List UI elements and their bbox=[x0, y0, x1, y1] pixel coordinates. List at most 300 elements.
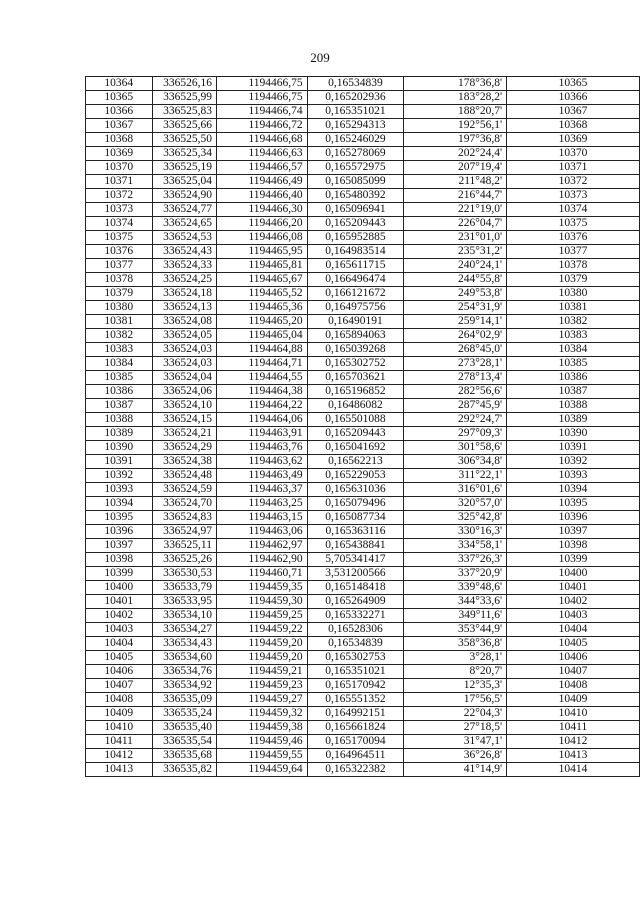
y-coordinate-cell: 1194466,72 bbox=[216, 119, 307, 133]
next-point-cell: 10398 bbox=[507, 539, 640, 553]
distance-cell: 0,166496474 bbox=[307, 273, 404, 287]
distance-cell: 0,165703621 bbox=[307, 371, 404, 385]
next-point-cell: 10375 bbox=[507, 217, 640, 231]
point-number-cell: 10378 bbox=[86, 273, 153, 287]
next-point-cell: 10408 bbox=[507, 679, 640, 693]
y-coordinate-cell: 1194463,37 bbox=[216, 483, 307, 497]
direction-angle-cell: 268°45,0' bbox=[404, 343, 507, 357]
y-coordinate-cell: 1194465,04 bbox=[216, 329, 307, 343]
y-coordinate-cell: 1194463,15 bbox=[216, 511, 307, 525]
distance-cell: 0,165294313 bbox=[307, 119, 404, 133]
direction-angle-cell: 207°19,4' bbox=[404, 161, 507, 175]
point-number-cell: 10374 bbox=[86, 217, 153, 231]
table-row bbox=[86, 91, 640, 105]
distance-cell: 0,165661824 bbox=[307, 721, 404, 735]
table-row bbox=[86, 287, 640, 301]
point-number-cell: 10386 bbox=[86, 385, 153, 399]
point-number-cell: 10392 bbox=[86, 469, 153, 483]
point-number-cell: 10371 bbox=[86, 175, 153, 189]
table-row bbox=[86, 609, 640, 623]
y-coordinate-cell: 1194466,68 bbox=[216, 133, 307, 147]
next-point-cell: 10392 bbox=[507, 455, 640, 469]
table-row bbox=[86, 147, 640, 161]
table-row bbox=[86, 413, 640, 427]
direction-angle-cell: 22°04,3' bbox=[404, 707, 507, 721]
direction-angle-cell: 264°02,9' bbox=[404, 329, 507, 343]
direction-angle-cell: 325°42,8' bbox=[404, 511, 507, 525]
point-number-cell: 10410 bbox=[86, 721, 153, 735]
x-coordinate-cell: 336535,09 bbox=[152, 693, 216, 707]
point-number-cell: 10408 bbox=[86, 693, 153, 707]
point-number-cell: 10413 bbox=[86, 763, 153, 777]
distance-cell: 0,165631036 bbox=[307, 483, 404, 497]
direction-angle-cell: 211°48,2' bbox=[404, 175, 507, 189]
x-coordinate-cell: 336524,03 bbox=[152, 357, 216, 371]
point-number-cell: 10388 bbox=[86, 413, 153, 427]
distance-cell: 0,16534839 bbox=[307, 637, 404, 651]
x-coordinate-cell: 336535,54 bbox=[152, 735, 216, 749]
y-coordinate-cell: 1194459,64 bbox=[216, 763, 307, 777]
distance-cell: 0,16534839 bbox=[307, 77, 404, 91]
table-row bbox=[86, 385, 640, 399]
x-coordinate-cell: 336524,21 bbox=[152, 427, 216, 441]
direction-angle-cell: 188°20,7' bbox=[404, 105, 507, 119]
next-point-cell: 10379 bbox=[507, 273, 640, 287]
point-number-cell: 10398 bbox=[86, 553, 153, 567]
table-row bbox=[86, 623, 640, 637]
y-coordinate-cell: 1194464,06 bbox=[216, 413, 307, 427]
y-coordinate-cell: 1194466,74 bbox=[216, 105, 307, 119]
next-point-cell: 10409 bbox=[507, 693, 640, 707]
x-coordinate-cell: 336525,66 bbox=[152, 119, 216, 133]
x-coordinate-cell: 336524,25 bbox=[152, 273, 216, 287]
direction-angle-cell: 287°45,9' bbox=[404, 399, 507, 413]
point-number-cell: 10389 bbox=[86, 427, 153, 441]
y-coordinate-cell: 1194466,30 bbox=[216, 203, 307, 217]
distance-cell: 5,705341417 bbox=[307, 553, 404, 567]
table-row bbox=[86, 357, 640, 371]
x-coordinate-cell: 336535,24 bbox=[152, 707, 216, 721]
y-coordinate-cell: 1194459,23 bbox=[216, 679, 307, 693]
table-row bbox=[86, 483, 640, 497]
point-number-cell: 10412 bbox=[86, 749, 153, 763]
x-coordinate-cell: 336524,03 bbox=[152, 343, 216, 357]
table-row bbox=[86, 231, 640, 245]
y-coordinate-cell: 1194465,20 bbox=[216, 315, 307, 329]
table-row bbox=[86, 595, 640, 609]
distance-cell: 0,16562213 bbox=[307, 455, 404, 469]
distance-cell: 0,165264909 bbox=[307, 595, 404, 609]
direction-angle-cell: 254°31,9' bbox=[404, 301, 507, 315]
table-row bbox=[86, 721, 640, 735]
table-row bbox=[86, 175, 640, 189]
x-coordinate-cell: 336534,10 bbox=[152, 609, 216, 623]
next-point-cell: 10407 bbox=[507, 665, 640, 679]
direction-angle-cell: 3°28,1' bbox=[404, 651, 507, 665]
table-row bbox=[86, 427, 640, 441]
distance-cell: 0,164964511 bbox=[307, 749, 404, 763]
distance-cell: 0,16486082 bbox=[307, 399, 404, 413]
y-coordinate-cell: 1194465,67 bbox=[216, 273, 307, 287]
y-coordinate-cell: 1194463,91 bbox=[216, 427, 307, 441]
y-coordinate-cell: 1194463,62 bbox=[216, 455, 307, 469]
x-coordinate-cell: 336533,95 bbox=[152, 595, 216, 609]
direction-angle-cell: 27°18,5' bbox=[404, 721, 507, 735]
table-row bbox=[86, 749, 640, 763]
x-coordinate-cell: 336525,04 bbox=[152, 175, 216, 189]
y-coordinate-cell: 1194466,57 bbox=[216, 161, 307, 175]
next-point-cell: 10401 bbox=[507, 581, 640, 595]
distance-cell: 0,165087734 bbox=[307, 511, 404, 525]
x-coordinate-cell: 336535,68 bbox=[152, 749, 216, 763]
distance-cell: 0,164983514 bbox=[307, 245, 404, 259]
point-number-cell: 10411 bbox=[86, 735, 153, 749]
x-coordinate-cell: 336524,18 bbox=[152, 287, 216, 301]
table-row bbox=[86, 651, 640, 665]
point-number-cell: 10397 bbox=[86, 539, 153, 553]
table-row bbox=[86, 441, 640, 455]
x-coordinate-cell: 336534,76 bbox=[152, 665, 216, 679]
x-coordinate-cell: 336524,59 bbox=[152, 483, 216, 497]
x-coordinate-cell: 336535,82 bbox=[152, 763, 216, 777]
distance-cell: 0,165351021 bbox=[307, 105, 404, 119]
table-row bbox=[86, 77, 640, 91]
point-number-cell: 10401 bbox=[86, 595, 153, 609]
table-row bbox=[86, 399, 640, 413]
direction-angle-cell: 358°36,8' bbox=[404, 637, 507, 651]
point-number-cell: 10383 bbox=[86, 343, 153, 357]
y-coordinate-cell: 1194465,52 bbox=[216, 287, 307, 301]
x-coordinate-cell: 336524,29 bbox=[152, 441, 216, 455]
next-point-cell: 10390 bbox=[507, 427, 640, 441]
direction-angle-cell: 221°19,0' bbox=[404, 203, 507, 217]
x-coordinate-cell: 336526,16 bbox=[152, 77, 216, 91]
next-point-cell: 10367 bbox=[507, 105, 640, 119]
y-coordinate-cell: 1194466,20 bbox=[216, 217, 307, 231]
y-coordinate-cell: 1194459,22 bbox=[216, 623, 307, 637]
direction-angle-cell: 231°01,0' bbox=[404, 231, 507, 245]
x-coordinate-cell: 336524,83 bbox=[152, 511, 216, 525]
distance-cell: 0,165438841 bbox=[307, 539, 404, 553]
table-row bbox=[86, 511, 640, 525]
x-coordinate-cell: 336535,40 bbox=[152, 721, 216, 735]
distance-cell: 0,165302753 bbox=[307, 651, 404, 665]
direction-angle-cell: 31°47,1' bbox=[404, 735, 507, 749]
distance-cell: 0,165039268 bbox=[307, 343, 404, 357]
table-row bbox=[86, 105, 640, 119]
point-number-cell: 10376 bbox=[86, 245, 153, 259]
next-point-cell: 10385 bbox=[507, 357, 640, 371]
direction-angle-cell: 244°55,8' bbox=[404, 273, 507, 287]
y-coordinate-cell: 1194466,63 bbox=[216, 147, 307, 161]
distance-cell: 0,165278069 bbox=[307, 147, 404, 161]
table-row bbox=[86, 301, 640, 315]
point-number-cell: 10394 bbox=[86, 497, 153, 511]
y-coordinate-cell: 1194464,22 bbox=[216, 399, 307, 413]
distance-cell: 0,165148418 bbox=[307, 581, 404, 595]
next-point-cell: 10397 bbox=[507, 525, 640, 539]
next-point-cell: 10383 bbox=[507, 329, 640, 343]
next-point-cell: 10411 bbox=[507, 721, 640, 735]
direction-angle-cell: 202°24,4' bbox=[404, 147, 507, 161]
x-coordinate-cell: 336534,43 bbox=[152, 637, 216, 651]
x-coordinate-cell: 336524,08 bbox=[152, 315, 216, 329]
next-point-cell: 10395 bbox=[507, 497, 640, 511]
y-coordinate-cell: 1194464,55 bbox=[216, 371, 307, 385]
point-number-cell: 10395 bbox=[86, 511, 153, 525]
table-row bbox=[86, 189, 640, 203]
distance-cell: 3,531200566 bbox=[307, 567, 404, 581]
direction-angle-cell: 344°33,6' bbox=[404, 595, 507, 609]
table-row bbox=[86, 455, 640, 469]
table-row bbox=[86, 525, 640, 539]
point-number-cell: 10385 bbox=[86, 371, 153, 385]
x-coordinate-cell: 336525,34 bbox=[152, 147, 216, 161]
point-number-cell: 10409 bbox=[86, 707, 153, 721]
y-coordinate-cell: 1194459,21 bbox=[216, 665, 307, 679]
next-point-cell: 10380 bbox=[507, 287, 640, 301]
direction-angle-cell: 226°04,7' bbox=[404, 217, 507, 231]
distance-cell: 0,165952885 bbox=[307, 231, 404, 245]
distance-cell: 0,165079496 bbox=[307, 497, 404, 511]
next-point-cell: 10403 bbox=[507, 609, 640, 623]
x-coordinate-cell: 336524,13 bbox=[152, 301, 216, 315]
point-number-cell: 10375 bbox=[86, 231, 153, 245]
direction-angle-cell: 17°56,5' bbox=[404, 693, 507, 707]
y-coordinate-cell: 1194459,27 bbox=[216, 693, 307, 707]
direction-angle-cell: 353°44,9' bbox=[404, 623, 507, 637]
y-coordinate-cell: 1194462,90 bbox=[216, 553, 307, 567]
table-row bbox=[86, 581, 640, 595]
x-coordinate-cell: 336534,92 bbox=[152, 679, 216, 693]
distance-cell: 0,165085099 bbox=[307, 175, 404, 189]
next-point-cell: 10412 bbox=[507, 735, 640, 749]
next-point-cell: 10396 bbox=[507, 511, 640, 525]
point-number-cell: 10364 bbox=[86, 77, 153, 91]
next-point-cell: 10366 bbox=[507, 91, 640, 105]
page-number: 209 bbox=[310, 50, 330, 65]
x-coordinate-cell: 336524,90 bbox=[152, 189, 216, 203]
point-number-cell: 10393 bbox=[86, 483, 153, 497]
table-row bbox=[86, 217, 640, 231]
table-row bbox=[86, 567, 640, 581]
next-point-cell: 10391 bbox=[507, 441, 640, 455]
direction-angle-cell: 192°56,1' bbox=[404, 119, 507, 133]
direction-angle-cell: 306°34,8' bbox=[404, 455, 507, 469]
x-coordinate-cell: 336533,79 bbox=[152, 581, 216, 595]
point-number-cell: 10403 bbox=[86, 623, 153, 637]
y-coordinate-cell: 1194459,38 bbox=[216, 721, 307, 735]
distance-cell: 0,165351021 bbox=[307, 665, 404, 679]
x-coordinate-cell: 336524,05 bbox=[152, 329, 216, 343]
next-point-cell: 10372 bbox=[507, 175, 640, 189]
distance-cell: 0,165480392 bbox=[307, 189, 404, 203]
direction-angle-cell: 197°36,8' bbox=[404, 133, 507, 147]
point-number-cell: 10406 bbox=[86, 665, 153, 679]
table-row bbox=[86, 763, 640, 777]
x-coordinate-cell: 336524,65 bbox=[152, 217, 216, 231]
y-coordinate-cell: 1194466,40 bbox=[216, 189, 307, 203]
distance-cell: 0,165229053 bbox=[307, 469, 404, 483]
direction-angle-cell: 334°58,1' bbox=[404, 539, 507, 553]
table-row bbox=[86, 693, 640, 707]
point-number-cell: 10366 bbox=[86, 105, 153, 119]
next-point-cell: 10371 bbox=[507, 161, 640, 175]
next-point-cell: 10386 bbox=[507, 371, 640, 385]
distance-cell: 0,16490191 bbox=[307, 315, 404, 329]
next-point-cell: 10404 bbox=[507, 623, 640, 637]
point-number-cell: 10373 bbox=[86, 203, 153, 217]
next-point-cell: 10387 bbox=[507, 385, 640, 399]
y-coordinate-cell: 1194463,76 bbox=[216, 441, 307, 455]
x-coordinate-cell: 336525,83 bbox=[152, 105, 216, 119]
direction-angle-cell: 259°14,1' bbox=[404, 315, 507, 329]
table-row bbox=[86, 539, 640, 553]
next-point-cell: 10389 bbox=[507, 413, 640, 427]
point-number-cell: 10382 bbox=[86, 329, 153, 343]
next-point-cell: 10414 bbox=[507, 763, 640, 777]
point-number-cell: 10384 bbox=[86, 357, 153, 371]
x-coordinate-cell: 336524,06 bbox=[152, 385, 216, 399]
y-coordinate-cell: 1194466,08 bbox=[216, 231, 307, 245]
next-point-cell: 10406 bbox=[507, 651, 640, 665]
x-coordinate-cell: 336524,04 bbox=[152, 371, 216, 385]
distance-cell: 0,165363116 bbox=[307, 525, 404, 539]
table-row bbox=[86, 273, 640, 287]
coordinates-table bbox=[85, 76, 640, 777]
direction-angle-cell: 297°09,3' bbox=[404, 427, 507, 441]
table-row bbox=[86, 637, 640, 651]
distance-cell: 0,165501088 bbox=[307, 413, 404, 427]
direction-angle-cell: 278°13,4' bbox=[404, 371, 507, 385]
x-coordinate-cell: 336530,53 bbox=[152, 567, 216, 581]
y-coordinate-cell: 1194463,06 bbox=[216, 525, 307, 539]
y-coordinate-cell: 1194466,49 bbox=[216, 175, 307, 189]
distance-cell: 0,165096941 bbox=[307, 203, 404, 217]
table-row bbox=[86, 329, 640, 343]
point-number-cell: 10390 bbox=[86, 441, 153, 455]
next-point-cell: 10400 bbox=[507, 567, 640, 581]
next-point-cell: 10377 bbox=[507, 245, 640, 259]
next-point-cell: 10410 bbox=[507, 707, 640, 721]
direction-angle-cell: 12°35,3' bbox=[404, 679, 507, 693]
x-coordinate-cell: 336524,97 bbox=[152, 525, 216, 539]
x-coordinate-cell: 336524,70 bbox=[152, 497, 216, 511]
next-point-cell: 10402 bbox=[507, 595, 640, 609]
x-coordinate-cell: 336524,33 bbox=[152, 259, 216, 273]
point-number-cell: 10404 bbox=[86, 637, 153, 651]
distance-cell: 0,166121672 bbox=[307, 287, 404, 301]
y-coordinate-cell: 1194459,20 bbox=[216, 637, 307, 651]
next-point-cell: 10365 bbox=[507, 77, 640, 91]
table-row bbox=[86, 203, 640, 217]
distance-cell: 0,165572975 bbox=[307, 161, 404, 175]
y-coordinate-cell: 1194459,32 bbox=[216, 707, 307, 721]
y-coordinate-cell: 1194459,46 bbox=[216, 735, 307, 749]
direction-angle-cell: 282°56,6' bbox=[404, 385, 507, 399]
y-coordinate-cell: 1194462,97 bbox=[216, 539, 307, 553]
y-coordinate-cell: 1194464,38 bbox=[216, 385, 307, 399]
next-point-cell: 10399 bbox=[507, 553, 640, 567]
x-coordinate-cell: 336534,60 bbox=[152, 651, 216, 665]
distance-cell: 0,165302752 bbox=[307, 357, 404, 371]
direction-angle-cell: 292°24,7' bbox=[404, 413, 507, 427]
table-row bbox=[86, 679, 640, 693]
distance-cell: 0,165196852 bbox=[307, 385, 404, 399]
distance-cell: 0,164975756 bbox=[307, 301, 404, 315]
table-row bbox=[86, 315, 640, 329]
direction-angle-cell: 349°11,6' bbox=[404, 609, 507, 623]
direction-angle-cell: 311°22,1' bbox=[404, 469, 507, 483]
distance-cell: 0,165894063 bbox=[307, 329, 404, 343]
point-number-cell: 10370 bbox=[86, 161, 153, 175]
y-coordinate-cell: 1194466,75 bbox=[216, 91, 307, 105]
point-number-cell: 10365 bbox=[86, 91, 153, 105]
x-coordinate-cell: 336525,26 bbox=[152, 553, 216, 567]
distance-cell: 0,165202936 bbox=[307, 91, 404, 105]
point-number-cell: 10380 bbox=[86, 301, 153, 315]
direction-angle-cell: 320°57,0' bbox=[404, 497, 507, 511]
next-point-cell: 10393 bbox=[507, 469, 640, 483]
table-row bbox=[86, 133, 640, 147]
distance-cell: 0,165209443 bbox=[307, 217, 404, 231]
y-coordinate-cell: 1194465,36 bbox=[216, 301, 307, 315]
y-coordinate-cell: 1194464,88 bbox=[216, 343, 307, 357]
y-coordinate-cell: 1194460,71 bbox=[216, 567, 307, 581]
next-point-cell: 10413 bbox=[507, 749, 640, 763]
y-coordinate-cell: 1194463,49 bbox=[216, 469, 307, 483]
x-coordinate-cell: 336525,50 bbox=[152, 133, 216, 147]
table-row bbox=[86, 245, 640, 259]
next-point-cell: 10373 bbox=[507, 189, 640, 203]
point-number-cell: 10391 bbox=[86, 455, 153, 469]
direction-angle-cell: 339°48,6' bbox=[404, 581, 507, 595]
coordinates-table-body bbox=[86, 77, 640, 777]
direction-angle-cell: 8°20,7' bbox=[404, 665, 507, 679]
next-point-cell: 10382 bbox=[507, 315, 640, 329]
y-coordinate-cell: 1194465,81 bbox=[216, 259, 307, 273]
next-point-cell: 10381 bbox=[507, 301, 640, 315]
direction-angle-cell: 273°28,1' bbox=[404, 357, 507, 371]
distance-cell: 0,165170942 bbox=[307, 679, 404, 693]
distance-cell: 0,165041692 bbox=[307, 441, 404, 455]
distance-cell: 0,165332271 bbox=[307, 609, 404, 623]
x-coordinate-cell: 336524,43 bbox=[152, 245, 216, 259]
point-number-cell: 10367 bbox=[86, 119, 153, 133]
x-coordinate-cell: 336534,27 bbox=[152, 623, 216, 637]
distance-cell: 0,165611715 bbox=[307, 259, 404, 273]
y-coordinate-cell: 1194459,55 bbox=[216, 749, 307, 763]
table-row bbox=[86, 469, 640, 483]
y-coordinate-cell: 1194459,20 bbox=[216, 651, 307, 665]
next-point-cell: 10368 bbox=[507, 119, 640, 133]
next-point-cell: 10405 bbox=[507, 637, 640, 651]
x-coordinate-cell: 336524,38 bbox=[152, 455, 216, 469]
distance-cell: 0,165209443 bbox=[307, 427, 404, 441]
point-number-cell: 10396 bbox=[86, 525, 153, 539]
direction-angle-cell: 240°24,1' bbox=[404, 259, 507, 273]
direction-angle-cell: 178°36,8' bbox=[404, 77, 507, 91]
x-coordinate-cell: 336525,11 bbox=[152, 539, 216, 553]
direction-angle-cell: 183°28,2' bbox=[404, 91, 507, 105]
table-row bbox=[86, 497, 640, 511]
next-point-cell: 10378 bbox=[507, 259, 640, 273]
table-row bbox=[86, 161, 640, 175]
x-coordinate-cell: 336524,53 bbox=[152, 231, 216, 245]
x-coordinate-cell: 336524,48 bbox=[152, 469, 216, 483]
next-point-cell: 10388 bbox=[507, 399, 640, 413]
point-number-cell: 10405 bbox=[86, 651, 153, 665]
